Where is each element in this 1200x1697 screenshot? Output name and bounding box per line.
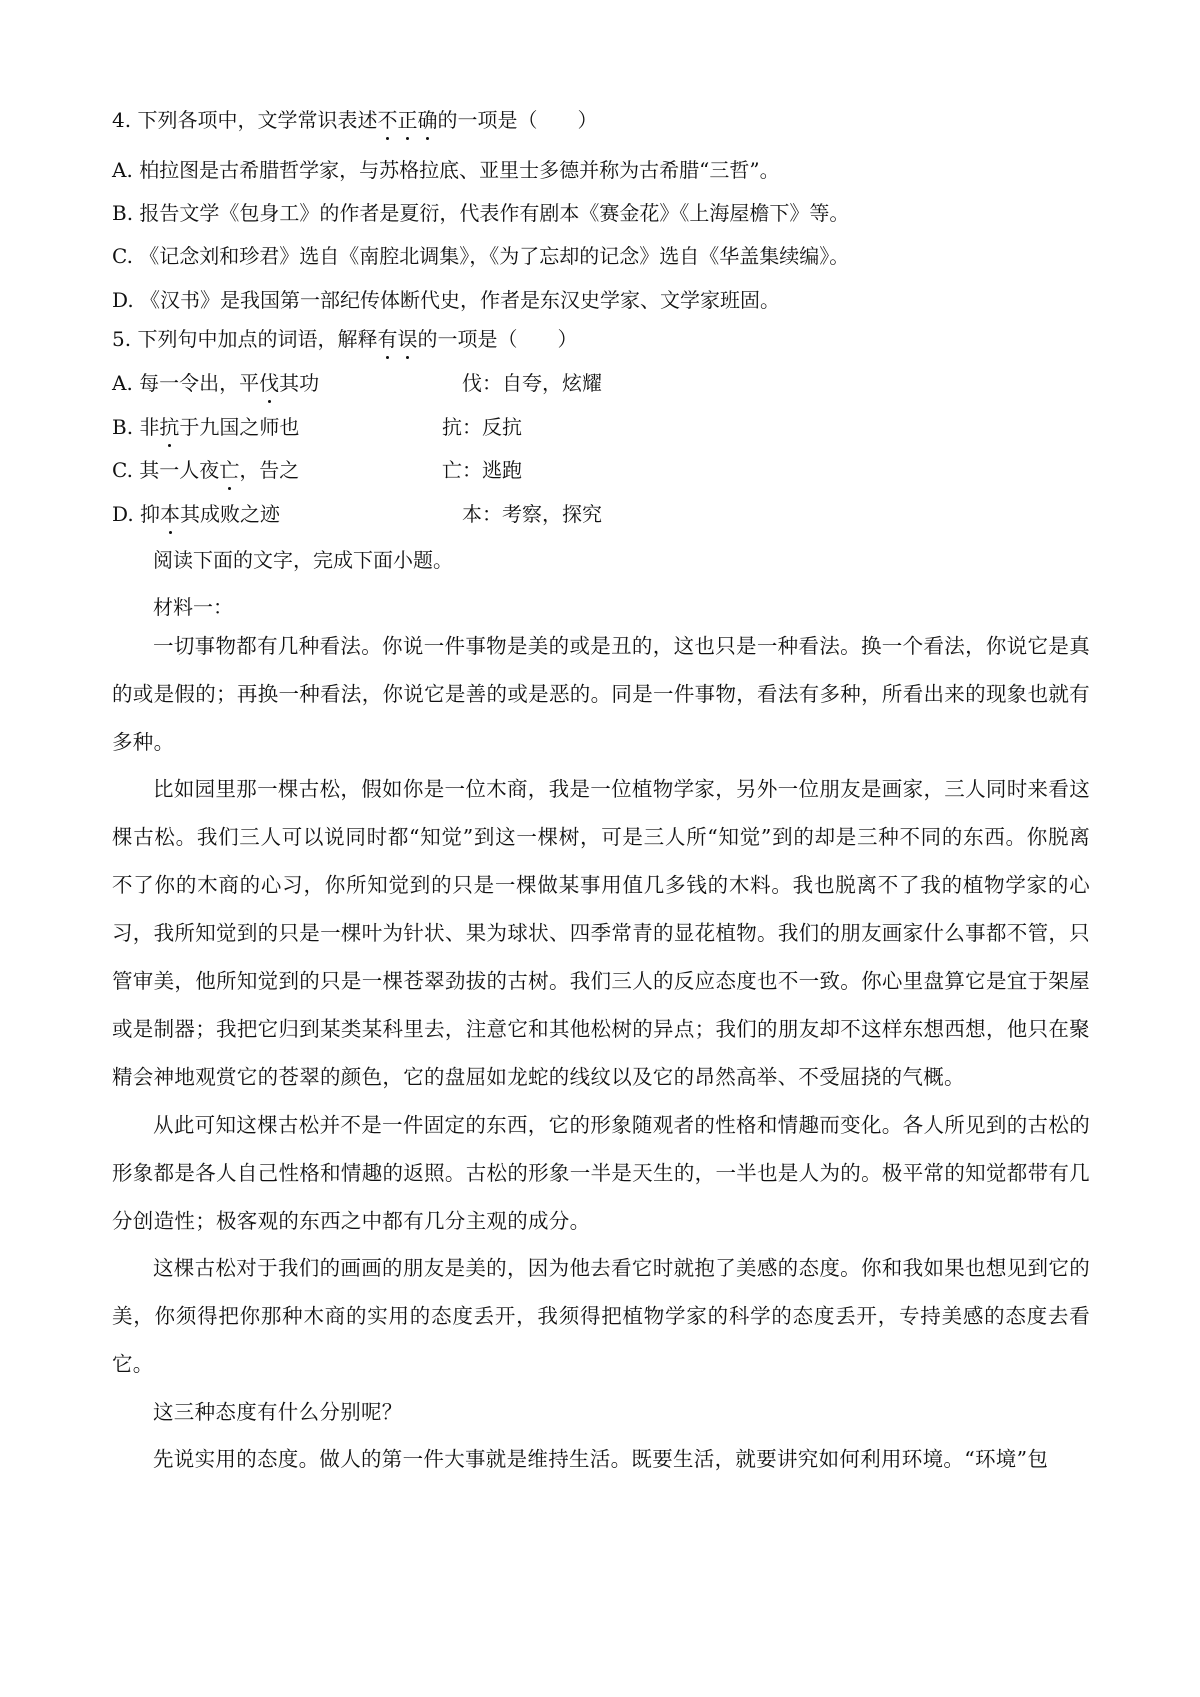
q5-option-b bbox=[112, 414, 299, 440]
q5-stem-text: 5. 下列句中加点的词语，解释 bbox=[112, 327, 378, 351]
q4-stem bbox=[112, 107, 597, 133]
option-emphasis-char: 抗 bbox=[159, 415, 180, 439]
q5-emphasis-char: 误 bbox=[397, 327, 418, 351]
reading-paragraph-2: 比如园里那一棵古松，假如你是一位木商，我是一位植物学家，另外一位朋友是画家，三人同时来看这棵古松。我们三人可以说同时都“知觉”到这一棵树，可是三人所“知觉”到的却是三种不同的东西。你脱离不了你的木商的心习，你所知觉到的只是一棵做某事用值几多钱的木料。我也脱离不了我的植物学家的心习，我所知觉到的只是一棵叶为针状、果为球状、四季常青的显花植物。我们的朋友画家什么事都不管，只管审美，他所知觉到的只是一棵苍翠劲拔的古树。我们三人的反应态度也不一致。你心里盘算它是宜于架屋或是制器；我把它归到某类某科里去，注意它和其他松树的异点；我们的朋友却不这样东想西想，他只在聚精会神地观赏它的苍翠的颜色，它的盘屈如龙蛇的线纹以及它的昂然高举、不受屈挠的气概。 bbox=[112, 777, 1090, 1089]
reading-paragraph-1: 一切事物都有几种看法。你说一件事物是美的或是丑的，这也只是一种看法。换一个看法，你说它是真的或是假的；再换一种看法，你说它是善的或是恶的。同是一件事物，看法有多种，所看出来的现象也就有多种。 bbox=[112, 634, 1090, 754]
q4-stem-text: 4. 下列各项中，文学常识表述 bbox=[112, 108, 378, 132]
option-text: D. 抑 bbox=[112, 502, 161, 526]
option-text: 其功 bbox=[279, 371, 320, 395]
q4-stem-tail: 的一项是（ ） bbox=[437, 108, 598, 132]
q4-emphasis-char: 正 bbox=[397, 108, 418, 132]
option-text: 其成败之迹 bbox=[180, 502, 281, 526]
q4-option-b: B. 报告文学《包身工》的作者是夏衍，代表作有剧本《赛金花》《上海屋檐下》等。 bbox=[112, 201, 850, 225]
material-label: 材料一： bbox=[153, 595, 233, 619]
option-text: ，告之 bbox=[239, 458, 300, 482]
option-text: 于九国之师也 bbox=[179, 415, 300, 439]
q4-option-c: C. 《记念刘和珍君》选自《南腔北调集》，《为了忘却的记念》选自《华盖集续编》。 bbox=[112, 244, 850, 268]
reading-intro: 阅读下面的文字，完成下面小题。 bbox=[153, 548, 453, 572]
option-text: A. 每一令出，平 bbox=[112, 371, 260, 395]
q5-option-b-gloss: 抗：反抗 bbox=[442, 415, 522, 439]
reading-paragraph-4: 这棵古松对于我们的画画的朋友是美的，因为他去看它时就抱了美感的态度。你和我如果也想见到它的美，你须得把你那种木商的实用的态度丢开，我须得把植物学家的科学的态度丢开，专持美感的态度去看它。 bbox=[112, 1256, 1090, 1376]
reading-paragraph-3: 从此可知这棵古松并不是一件固定的东西，它的形象随观者的性格和情趣而变化。各人所见到的古松的形象都是各人自己性格和情趣的返照。古松的形象一半是天生的，一半也是人为的。极平常的知觉都带有几分创造性；极客观的东西之中都有几分主观的成分。 bbox=[112, 1113, 1090, 1233]
q5-option-c bbox=[112, 457, 299, 483]
q5-stem bbox=[112, 326, 577, 352]
reading-paragraph-5: 这三种态度有什么分别呢？ bbox=[153, 1400, 403, 1424]
option-emphasis-char: 亡 bbox=[219, 458, 240, 482]
q4-option-d: D. 《汉书》是我国第一部纪传体断代史，作者是东汉史学家、文学家班固。 bbox=[112, 288, 781, 312]
q5-option-a bbox=[112, 370, 319, 396]
q5-option-d bbox=[112, 501, 280, 527]
q5-option-d-gloss: 本：考察，探究 bbox=[462, 502, 602, 526]
q5-option-a-gloss: 伐：自夸，炫耀 bbox=[462, 371, 602, 395]
q4-option-a: A. 柏拉图是古希腊哲学家，与苏格拉底、亚里士多德并称为古希腊“三哲”。 bbox=[112, 158, 780, 182]
option-emphasis-char: 伐 bbox=[259, 371, 280, 395]
q4-emphasis-char: 确 bbox=[417, 108, 438, 132]
reading-paragraph-6: 先说实用的态度。做人的第一件大事就是维持生活。既要生活，就要讲究如何利用环境。“环境”包 bbox=[153, 1447, 1049, 1471]
q5-emphasis-char: 有 bbox=[377, 327, 398, 351]
option-emphasis-char: 本 bbox=[160, 502, 181, 526]
q5-stem-tail: 的一项是（ ） bbox=[417, 327, 578, 351]
option-text: B. 非 bbox=[112, 415, 160, 439]
option-text: C. 其一人夜 bbox=[112, 458, 220, 482]
q4-emphasis-char: 不 bbox=[377, 108, 398, 132]
q5-option-c-gloss: 亡：逃跑 bbox=[442, 458, 522, 482]
